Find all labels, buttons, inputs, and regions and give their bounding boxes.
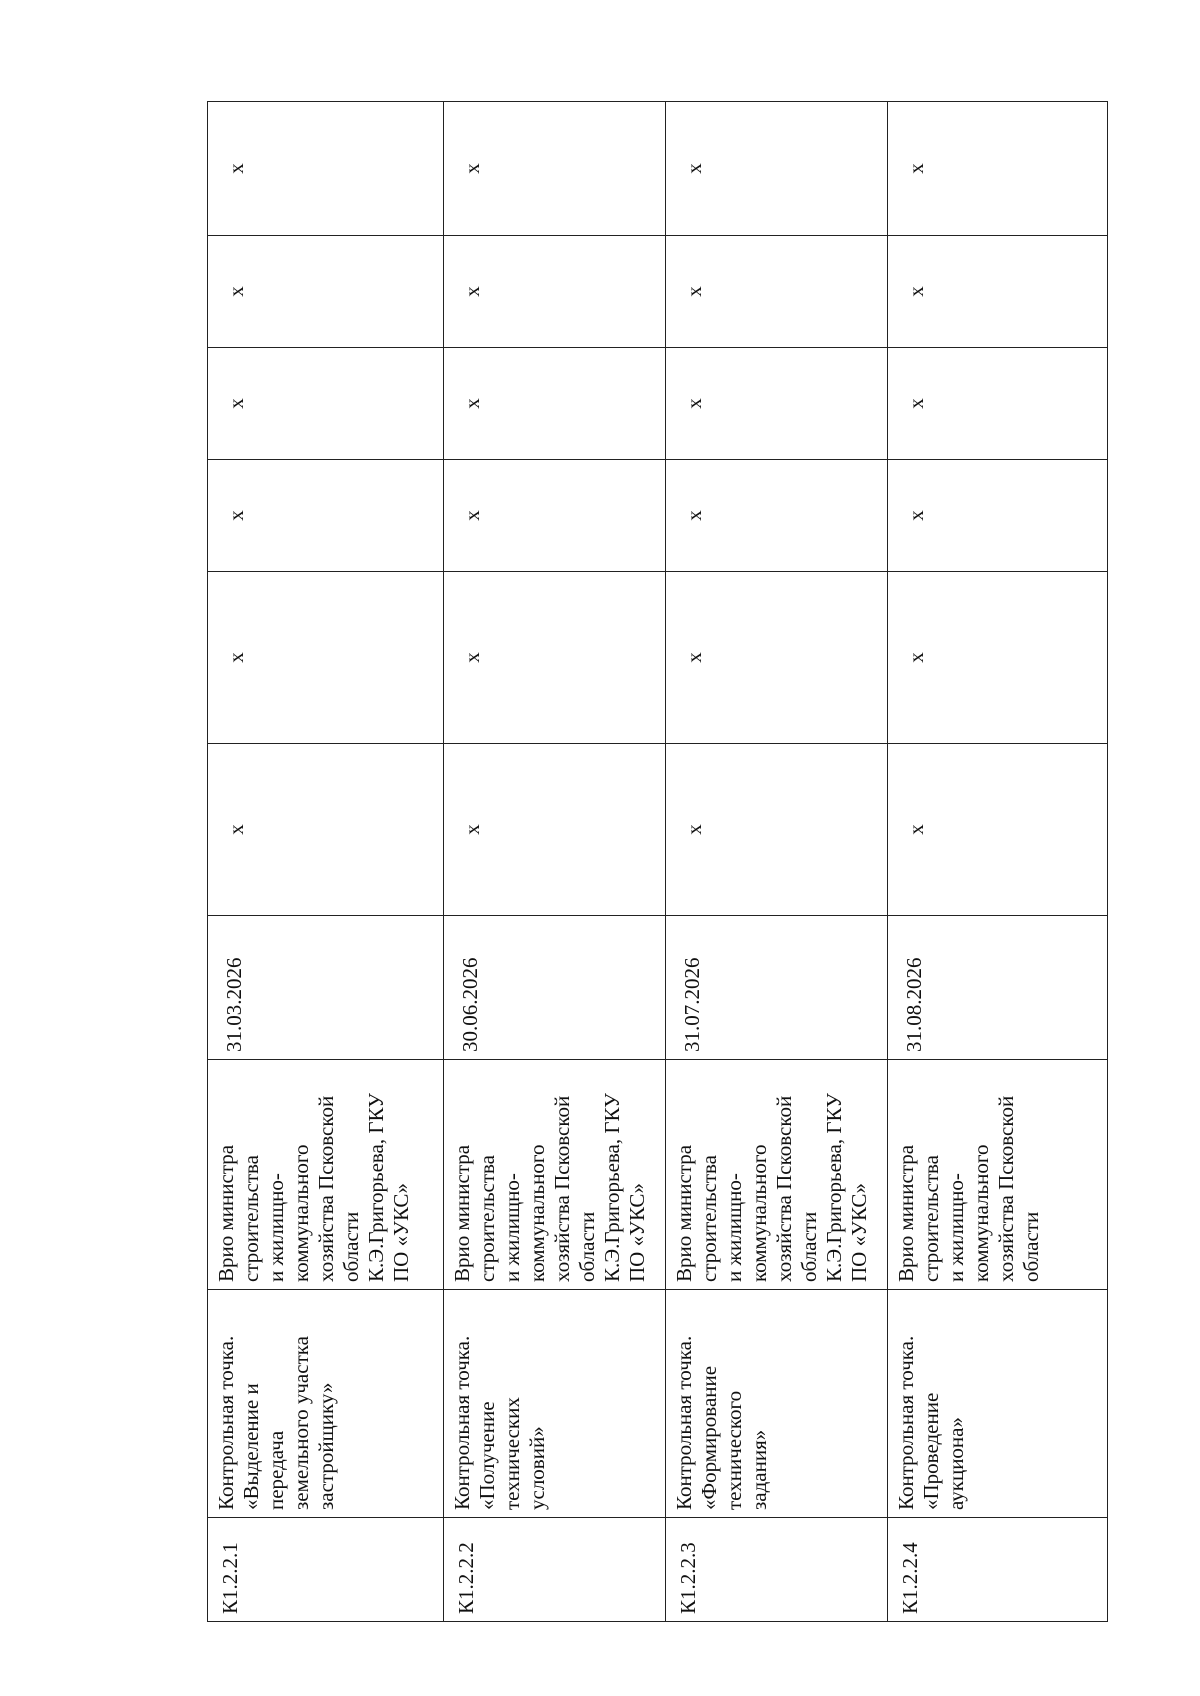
empty-value-mark-cell: х [888,572,1108,744]
responsible-person-cell: Врио министра строительства и жилищно- коммунального хозяйства Псковской области К.Э.Григорьева, ГКУ ПО «УКС» [208,1060,444,1290]
control-points-table [207,101,1108,1622]
empty-value-mark-cell: х [208,744,444,916]
empty-value-mark-cell: х [666,348,888,460]
deadline-date-cell: 31.03.2026 [208,916,444,1060]
table-row [666,102,888,1622]
deadline-date-cell: 31.07.2026 [666,916,888,1060]
control-point-title-cell: Контрольная точка. «Получение технических условий» [444,1290,666,1518]
empty-value-mark-cell: х [208,236,444,348]
empty-value-mark-cell: х [208,102,444,236]
empty-value-mark-cell: х [666,102,888,236]
deadline-date-cell: 30.06.2026 [444,916,666,1060]
control-point-title-cell: Контрольная точка. «Формирование технического задания» [666,1290,888,1518]
empty-value-mark-cell: х [888,236,1108,348]
empty-value-mark-cell: х [444,236,666,348]
empty-value-mark-cell: х [444,460,666,572]
responsible-person-cell: Врио министра строительства и жилищно- коммунального хозяйства Псковской области К.Э.Григорьева, ГКУ ПО «УКС» [666,1060,888,1290]
row-code-cell: К1.2.2.1 [208,1518,444,1622]
row-code-cell: К1.2.2.3 [666,1518,888,1622]
empty-value-mark-cell: х [444,744,666,916]
responsible-person-cell: Врио министра строительства и жилищно- коммунального хозяйства Псковской области К.Э.Григорьева, ГКУ ПО «УКС» [444,1060,666,1290]
empty-value-mark-cell: х [444,102,666,236]
deadline-date-cell: 31.08.2026 [888,916,1108,1060]
control-point-title-cell: Контрольная точка. «Проведение аукциона» [888,1290,1108,1518]
empty-value-mark-cell: х [444,572,666,744]
empty-value-mark-cell: х [666,572,888,744]
rotated-table-container [207,102,1107,1622]
empty-value-mark-cell: х [208,572,444,744]
empty-value-mark-cell: х [444,348,666,460]
control-point-title-cell: Контрольная точка. «Выделение и передача земельного участка застройщику» [208,1290,444,1518]
row-code-cell: К1.2.2.4 [888,1518,1108,1622]
empty-value-mark-cell: х [888,460,1108,572]
empty-value-mark-cell: х [666,460,888,572]
empty-value-mark-cell: х [666,744,888,916]
empty-value-mark-cell: х [208,460,444,572]
table-row [208,102,444,1622]
empty-value-mark-cell: х [888,744,1108,916]
row-code-cell: К1.2.2.2 [444,1518,666,1622]
table-row [444,102,666,1622]
responsible-person-cell: Врио министра строительства и жилищно- коммунального хозяйства Псковской области [888,1060,1108,1290]
empty-value-mark-cell: х [666,236,888,348]
empty-value-mark-cell: х [888,348,1108,460]
table-row [888,102,1108,1622]
empty-value-mark-cell: х [208,348,444,460]
table-body [208,102,1108,1622]
empty-value-mark-cell: х [888,102,1108,236]
